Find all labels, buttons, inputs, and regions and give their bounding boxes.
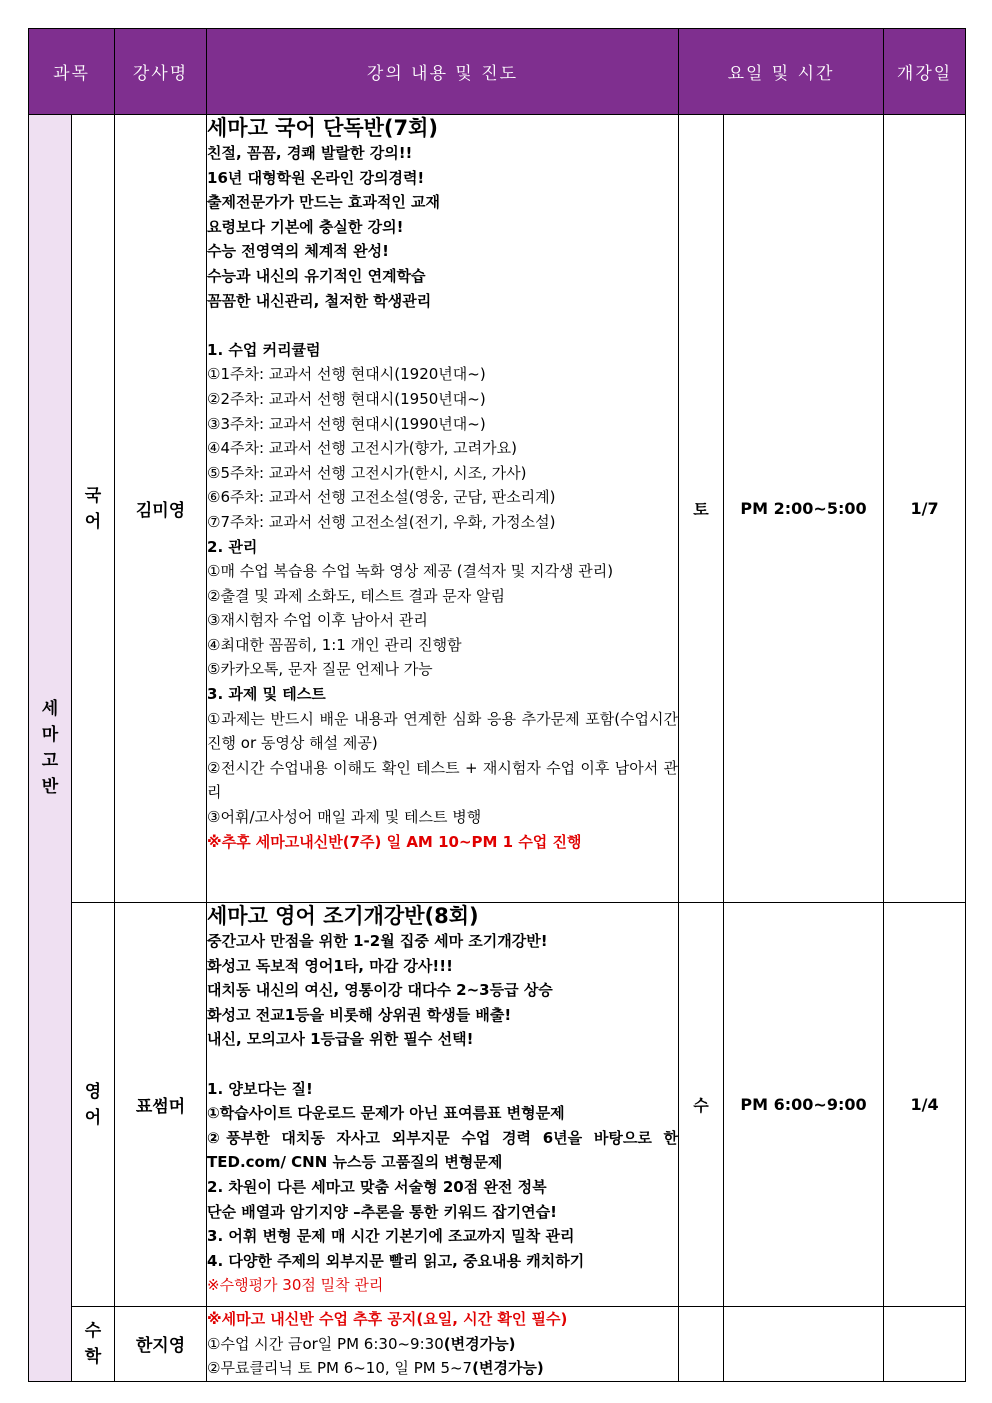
intro-line: 내신, 모의고사 1등급을 위한 필수 선택! — [207, 1030, 474, 1049]
teacher-name: 한지영 — [115, 1307, 207, 1382]
subject-cell — [72, 903, 115, 1307]
section-title: 3. 어휘 변형 문제 매 시간 기본기에 조교까지 밀착 관리 — [207, 1227, 575, 1246]
group-cell — [29, 115, 72, 1382]
list-item: ①1주차: 교과서 선행 현대시(1920년대~) — [207, 365, 486, 384]
section-title: 2. 관리 — [207, 537, 258, 556]
header-content: 강의 내용 및 진도 — [207, 29, 679, 115]
start-date-cell: 1/4 — [884, 903, 966, 1307]
time-cell — [724, 1307, 884, 1382]
section-title: 2. 차원이 다른 세마고 맞춤 서술형 20점 완전 정복 — [207, 1177, 547, 1196]
list-item: ①매 수업 복습용 수업 녹화 영상 제공 (결석자 및 지각생 관리) — [207, 562, 614, 581]
intro-line: 출제전문가가 만드는 효과적인 교재 — [207, 193, 441, 212]
list-item-text: ①수업 시간 금or일 PM 6:30~9:30 — [207, 1334, 444, 1353]
list-item: ①과제는 반드시 배운 내용과 연계한 심화 응용 추가문제 포함(수업시간 진행 or 동영상 해설 제공) — [207, 709, 679, 753]
start-date-cell — [884, 1307, 966, 1382]
course-note: ※수행평가 30점 밀착 관리 — [207, 1276, 384, 1295]
list-item — [207, 1332, 678, 1357]
intro-line: 화성고 독보적 영어1타, 마감 강사!!! — [207, 956, 453, 975]
list-item: ⑤5주차: 교과서 선행 고전시가(한시, 시조, 가사) — [207, 463, 527, 482]
course-note: ※세마고 내신반 수업 추후 공지(요일, 시간 확인 필수) — [207, 1310, 568, 1328]
list-item: ④4주차: 교과서 선행 고전시가(향가, 고려가요) — [207, 439, 517, 458]
course-row-english — [29, 903, 966, 1307]
subject-cell — [72, 115, 115, 903]
course-title: 세마고 국어 단독반(7회) — [207, 116, 439, 140]
group-label: 세마고반 — [41, 698, 59, 797]
subject-label: 영어 — [84, 1081, 102, 1128]
list-item: ①학습사이트 다운로드 문제가 아닌 표여름표 변형문제 — [207, 1104, 565, 1123]
list-item: ③3주차: 교과서 선행 현대시(1990년대~) — [207, 414, 486, 433]
list-item: ③어휘/고사성어 매일 과제 및 테스트 병행 — [207, 808, 482, 827]
section-title: 4. 다양한 주제의 외부지문 빨리 읽고, 중요내용 캐치하기 — [207, 1251, 585, 1270]
list-item: ②2주차: 교과서 선행 현대시(1950년대~) — [207, 389, 486, 408]
day-cell: 수 — [679, 903, 724, 1307]
teacher-name: 김미영 — [115, 115, 207, 903]
list-item: ⑥6주차: 교과서 선행 고전소설(영웅, 군담, 판소리계) — [207, 488, 556, 507]
list-item: ③재시험자 수업 이후 남아서 관리 — [207, 611, 428, 630]
list-item: ②출결 및 과제 소화도, 테스트 결과 문자 알림 — [207, 586, 505, 605]
header-schedule: 요일 및 시간 — [679, 29, 884, 115]
header-teacher: 강사명 — [115, 29, 207, 115]
list-item — [207, 1356, 678, 1381]
course-title: 세마고 영어 조기개강반(8회) — [207, 904, 479, 928]
course-content — [207, 115, 679, 903]
list-item: ②풍부한 대치동 자사고 외부지문 수업 경력 6년을 바탕으로 한 TED.com/ CNN 뉴스등 고품질의 변형문제 — [207, 1128, 679, 1172]
time-cell: PM 2:00~5:00 — [724, 115, 884, 903]
section-title: 3. 과제 및 테스트 — [207, 685, 326, 704]
day-cell: 토 — [679, 115, 724, 903]
course-content — [207, 1307, 679, 1382]
section-title: 1. 양보다는 질! — [207, 1079, 313, 1098]
list-item: ⑤카카오톡, 문자 질문 언제나 가능 — [207, 660, 433, 679]
header-row — [29, 29, 966, 115]
course-content — [207, 903, 679, 1307]
list-item: ⑦7주차: 교과서 선행 고전소설(전기, 우화, 가정소설) — [207, 512, 556, 531]
intro-line: 중간고사 만점을 위한 1-2월 집중 세마 조기개강반! — [207, 932, 548, 950]
time-cell: PM 6:00~9:00 — [724, 903, 884, 1307]
header-start: 개강일 — [884, 29, 966, 115]
intro-line: 요령보다 기본에 충실한 강의! — [207, 217, 404, 236]
intro-line: 수능 전영역의 체계적 완성! — [207, 242, 389, 261]
teacher-name: 표썸머 — [115, 903, 207, 1307]
day-cell — [679, 1307, 724, 1382]
course-row-math — [29, 1307, 966, 1382]
subject-cell — [72, 1307, 115, 1382]
intro-line: 친절, 꼼꼼, 경쾌 발랄한 강의!! — [207, 144, 413, 162]
intro-line: 수능과 내신의 유기적인 연계학습 — [207, 266, 426, 285]
subject-label: 수학 — [84, 1320, 102, 1367]
list-item-suffix: (변경가능) — [472, 1359, 544, 1378]
list-item: ②전시간 수업내용 이해도 확인 테스트 + 재시험자 수업 이후 남아서 관리 — [207, 758, 679, 802]
list-item-suffix: (변경가능) — [443, 1334, 516, 1353]
list-item: 단순 배열과 암기지양 –추론을 통한 키워드 잡기연습! — [207, 1202, 557, 1221]
list-item-text: ②무료클리닉 토 PM 6~10, 일 PM 5~7 — [207, 1359, 473, 1378]
start-date-cell: 1/7 — [884, 115, 966, 903]
course-note: ※추후 세마고내신반(7주) 일 AM 10~PM 1 수업 진행 — [207, 832, 582, 851]
list-item: ④최대한 꼼꼼히, 1:1 개인 관리 진행함 — [207, 635, 462, 654]
schedule-table — [28, 28, 966, 1382]
intro-line: 꼼꼼한 내신관리, 철저한 학생관리 — [207, 291, 432, 310]
course-row-korean — [29, 115, 966, 903]
subject-label: 국어 — [84, 485, 102, 532]
intro-line: 대치동 내신의 여신, 영통이강 대다수 2~3등급 상승 — [207, 981, 553, 1000]
section-title: 1. 수업 커리큘럼 — [207, 340, 321, 359]
intro-line: 16년 대형학원 온라인 강의경력! — [207, 168, 425, 187]
header-subject: 과목 — [29, 29, 115, 115]
intro-line: 화성고 전교1등을 비롯해 상위권 학생들 배출! — [207, 1005, 512, 1024]
